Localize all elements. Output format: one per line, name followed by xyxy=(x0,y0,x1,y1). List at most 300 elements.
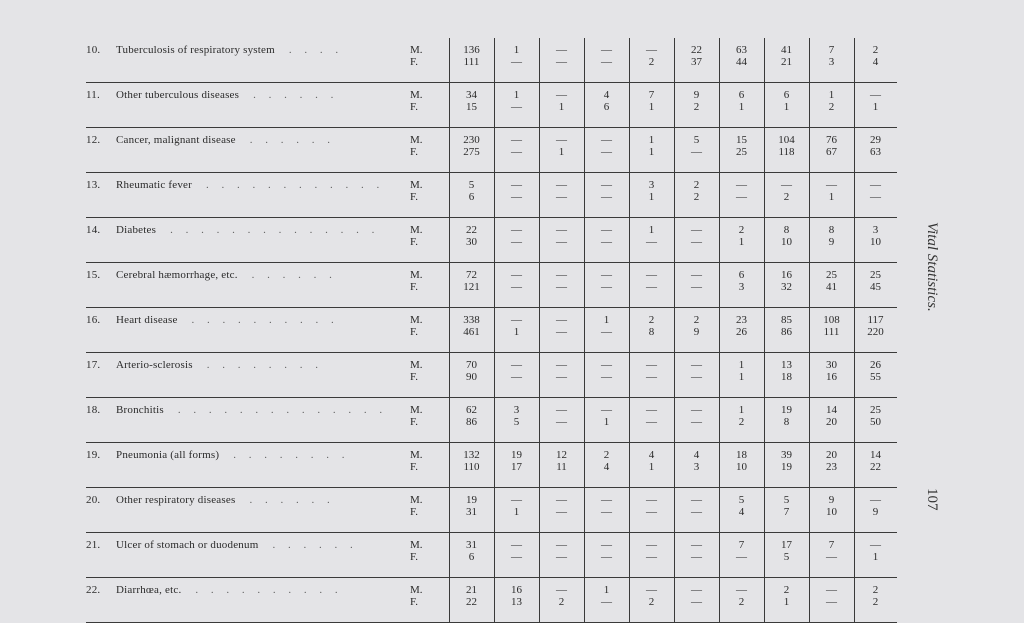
value-cell xyxy=(719,308,764,353)
female-value: — xyxy=(691,371,702,383)
female-value: 86 xyxy=(781,326,792,338)
value-cell xyxy=(674,398,719,443)
female-value: — xyxy=(601,371,612,383)
male-value: 5 xyxy=(468,179,475,191)
value-cell xyxy=(584,38,629,83)
sex-label: F. xyxy=(410,371,418,383)
male-value: 25 xyxy=(870,269,881,281)
page-number: 107 xyxy=(924,488,940,511)
table-row xyxy=(86,308,897,353)
value-cell xyxy=(584,443,629,488)
value-cell xyxy=(494,353,539,398)
male-value: 3 xyxy=(648,179,655,191)
female-value: 2 xyxy=(738,596,745,608)
cause-cell xyxy=(86,83,406,128)
male-value: — xyxy=(781,179,792,191)
value-cell xyxy=(539,263,584,308)
row-number: 12. xyxy=(86,134,101,146)
value-cell xyxy=(494,398,539,443)
female-value: 45 xyxy=(870,281,881,293)
male-value: 30 xyxy=(826,359,837,371)
female-value: 16 xyxy=(826,371,837,383)
male-value: 6 xyxy=(738,89,745,101)
value-cell xyxy=(764,173,809,218)
sex-label: M. xyxy=(410,44,423,56)
row-number: 18. xyxy=(86,404,101,416)
value-cell xyxy=(764,443,809,488)
value-cell xyxy=(854,173,897,218)
female-value: 9 xyxy=(872,506,879,518)
sex-cell xyxy=(406,218,449,263)
value-cell xyxy=(809,83,854,128)
female-value: — xyxy=(511,191,522,203)
female-value: 4 xyxy=(603,461,610,473)
male-value: — xyxy=(511,224,522,236)
male-value: 4 xyxy=(693,449,700,461)
table-row xyxy=(86,533,897,578)
female-value: — xyxy=(556,236,567,248)
male-value: — xyxy=(826,179,837,191)
male-value: 1 xyxy=(603,584,610,596)
row-number: 19. xyxy=(86,449,101,461)
female-value: 3 xyxy=(828,56,835,68)
cause-name: Bronchitis xyxy=(116,404,164,416)
male-value: — xyxy=(601,269,612,281)
sex-label: M. xyxy=(410,89,423,101)
male-value: 22 xyxy=(466,224,477,236)
male-value: — xyxy=(691,359,702,371)
male-value: 338 xyxy=(463,314,480,326)
male-value: — xyxy=(601,494,612,506)
male-value: 39 xyxy=(781,449,792,461)
female-value: 37 xyxy=(691,56,702,68)
sex-label: M. xyxy=(410,359,423,371)
female-value: 1 xyxy=(558,146,565,158)
value-cell xyxy=(584,128,629,173)
female-value: 22 xyxy=(870,461,881,473)
male-value: 3 xyxy=(872,224,879,236)
male-value: 13 xyxy=(781,359,792,371)
male-value: — xyxy=(646,359,657,371)
row-number: 15. xyxy=(86,269,101,281)
value-cell xyxy=(584,353,629,398)
female-value: 1 xyxy=(872,101,879,113)
female-value: 1 xyxy=(738,371,745,383)
value-cell xyxy=(629,443,674,488)
row-number: 17. xyxy=(86,359,101,371)
value-cell xyxy=(809,173,854,218)
female-value: 8 xyxy=(783,416,790,428)
leader-dots: . . . . . . . . xyxy=(206,359,323,371)
table-row xyxy=(86,398,897,443)
female-value: — xyxy=(646,371,657,383)
female-value: 220 xyxy=(867,326,884,338)
value-cell xyxy=(674,173,719,218)
female-value: 9 xyxy=(828,236,835,248)
male-value: 76 xyxy=(826,134,837,146)
value-cell xyxy=(449,398,494,443)
leader-dots: . . . . . . . . . . xyxy=(191,314,339,326)
sex-label: M. xyxy=(410,404,423,416)
value-cell xyxy=(764,398,809,443)
male-value: — xyxy=(646,269,657,281)
female-value: 18 xyxy=(781,371,792,383)
value-cell xyxy=(449,263,494,308)
male-value: — xyxy=(691,494,702,506)
value-cell xyxy=(449,308,494,353)
male-value: 26 xyxy=(870,359,881,371)
male-value: — xyxy=(691,269,702,281)
female-value: 1 xyxy=(558,101,565,113)
female-value: — xyxy=(511,101,522,113)
male-value: 14 xyxy=(870,449,881,461)
sex-label: M. xyxy=(410,584,423,596)
female-value: 1 xyxy=(648,146,655,158)
value-cell xyxy=(629,578,674,623)
female-value: 2 xyxy=(648,56,655,68)
male-value: 1 xyxy=(738,359,745,371)
male-value: 2 xyxy=(872,584,879,596)
table-row xyxy=(86,578,897,623)
female-value: — xyxy=(601,56,612,68)
value-cell xyxy=(629,83,674,128)
male-value: — xyxy=(601,134,612,146)
male-value: 41 xyxy=(781,44,792,56)
female-value: 1 xyxy=(783,596,790,608)
male-value: 2 xyxy=(603,449,610,461)
male-value: — xyxy=(511,359,522,371)
value-cell xyxy=(629,398,674,443)
value-cell xyxy=(809,443,854,488)
female-value: 121 xyxy=(463,281,480,293)
female-value: 10 xyxy=(781,236,792,248)
sex-cell xyxy=(406,263,449,308)
female-value: — xyxy=(601,326,612,338)
male-value: — xyxy=(556,314,567,326)
sex-label: M. xyxy=(410,314,423,326)
value-cell xyxy=(449,488,494,533)
value-cell xyxy=(539,578,584,623)
female-value: — xyxy=(511,56,522,68)
female-value: — xyxy=(646,236,657,248)
male-value: — xyxy=(691,584,702,596)
male-value: — xyxy=(646,404,657,416)
female-value: — xyxy=(826,596,837,608)
value-cell xyxy=(719,128,764,173)
female-value: 7 xyxy=(783,506,790,518)
value-cell xyxy=(539,533,584,578)
leader-dots: . . . . . . xyxy=(253,89,339,101)
value-cell xyxy=(719,578,764,623)
value-cell xyxy=(494,443,539,488)
row-number: 20. xyxy=(86,494,101,506)
value-cell xyxy=(629,173,674,218)
female-value: — xyxy=(646,281,657,293)
female-value: 10 xyxy=(736,461,747,473)
value-cell xyxy=(494,83,539,128)
male-value: — xyxy=(511,269,522,281)
male-value: 70 xyxy=(466,359,477,371)
leader-dots: . . . . . . xyxy=(249,494,335,506)
value-cell xyxy=(494,38,539,83)
male-value: 23 xyxy=(736,314,747,326)
value-cell xyxy=(584,173,629,218)
sex-label: F. xyxy=(410,281,418,293)
cause-cell xyxy=(86,398,406,443)
value-cell xyxy=(854,83,897,128)
row-number: 10. xyxy=(86,44,101,56)
female-value: 4 xyxy=(738,506,745,518)
value-cell xyxy=(539,173,584,218)
female-value: 1 xyxy=(738,101,745,113)
table-row xyxy=(86,218,897,263)
male-value: — xyxy=(556,44,567,56)
male-value: 230 xyxy=(463,134,480,146)
female-value: 20 xyxy=(826,416,837,428)
value-cell xyxy=(494,533,539,578)
male-value: 7 xyxy=(828,539,835,551)
female-value: 2 xyxy=(648,596,655,608)
female-value: 17 xyxy=(511,461,522,473)
female-value: 2 xyxy=(693,101,700,113)
male-value: 19 xyxy=(466,494,477,506)
value-cell xyxy=(539,443,584,488)
female-value: 23 xyxy=(826,461,837,473)
value-cell xyxy=(809,128,854,173)
male-value: 19 xyxy=(781,404,792,416)
value-cell xyxy=(494,218,539,263)
female-value: 10 xyxy=(870,236,881,248)
male-value: 2 xyxy=(693,314,700,326)
value-cell xyxy=(809,218,854,263)
table-row xyxy=(86,353,897,398)
value-cell xyxy=(494,263,539,308)
value-cell xyxy=(449,173,494,218)
sex-label: F. xyxy=(410,191,418,203)
value-cell xyxy=(629,308,674,353)
value-cell xyxy=(539,488,584,533)
value-cell xyxy=(449,353,494,398)
male-value: — xyxy=(556,224,567,236)
female-value: — xyxy=(601,551,612,563)
value-cell xyxy=(764,578,809,623)
male-value: 5 xyxy=(693,134,700,146)
value-cell xyxy=(449,38,494,83)
male-value: — xyxy=(736,584,747,596)
sex-cell xyxy=(406,578,449,623)
sex-label: M. xyxy=(410,179,423,191)
value-cell xyxy=(449,128,494,173)
male-value: — xyxy=(556,89,567,101)
value-cell xyxy=(674,38,719,83)
sex-label: M. xyxy=(410,449,423,461)
male-value: 4 xyxy=(603,89,610,101)
female-value: 86 xyxy=(466,416,477,428)
female-value: 4 xyxy=(872,56,879,68)
female-value: 111 xyxy=(823,326,840,338)
female-value: 2 xyxy=(738,416,745,428)
sex-cell xyxy=(406,488,449,533)
female-value: 1 xyxy=(872,551,879,563)
male-value: 12 xyxy=(556,449,567,461)
male-value: 1 xyxy=(603,314,610,326)
value-cell xyxy=(719,173,764,218)
value-cell xyxy=(539,128,584,173)
value-cell xyxy=(809,488,854,533)
leader-dots: . . . . xyxy=(288,44,344,56)
female-value: — xyxy=(601,596,612,608)
row-number: 16. xyxy=(86,314,101,326)
row-number: 11. xyxy=(86,89,100,101)
male-value: 2 xyxy=(783,584,790,596)
value-cell xyxy=(494,578,539,623)
mortality-table xyxy=(86,38,897,623)
male-value: — xyxy=(511,314,522,326)
value-cell xyxy=(764,488,809,533)
table-row xyxy=(86,128,897,173)
male-value: — xyxy=(826,584,837,596)
sex-label: M. xyxy=(410,134,423,146)
value-cell xyxy=(674,128,719,173)
male-value: 4 xyxy=(648,449,655,461)
female-value: — xyxy=(511,236,522,248)
sex-cell xyxy=(406,173,449,218)
value-cell xyxy=(764,83,809,128)
male-value: 5 xyxy=(738,494,745,506)
value-cell xyxy=(809,398,854,443)
value-cell xyxy=(764,353,809,398)
male-value: — xyxy=(601,539,612,551)
female-value: — xyxy=(691,281,702,293)
male-value: 2 xyxy=(738,224,745,236)
male-value: — xyxy=(556,269,567,281)
value-cell xyxy=(764,308,809,353)
sex-label: F. xyxy=(410,596,418,608)
sex-label: F. xyxy=(410,506,418,518)
female-value: — xyxy=(646,551,657,563)
male-value: 9 xyxy=(693,89,700,101)
value-cell xyxy=(494,173,539,218)
value-cell xyxy=(584,218,629,263)
value-cell xyxy=(674,578,719,623)
value-cell xyxy=(629,218,674,263)
table-row xyxy=(86,38,897,83)
value-cell xyxy=(719,488,764,533)
value-cell xyxy=(629,38,674,83)
value-cell xyxy=(539,38,584,83)
value-cell xyxy=(719,218,764,263)
male-value: 15 xyxy=(736,134,747,146)
male-value: 7 xyxy=(738,539,745,551)
female-value: — xyxy=(691,146,702,158)
sex-label: F. xyxy=(410,101,418,113)
sex-label: F. xyxy=(410,326,418,338)
sex-cell xyxy=(406,353,449,398)
female-value: 2 xyxy=(828,101,835,113)
cause-name: Other tuberculous diseases xyxy=(116,89,240,101)
male-value: 8 xyxy=(783,224,790,236)
male-value: 72 xyxy=(466,269,477,281)
value-cell xyxy=(719,398,764,443)
cause-cell xyxy=(86,308,406,353)
male-value: — xyxy=(511,134,522,146)
value-cell xyxy=(764,533,809,578)
value-cell xyxy=(539,308,584,353)
female-value: 2 xyxy=(872,596,879,608)
female-value: — xyxy=(511,551,522,563)
female-value: 22 xyxy=(466,596,477,608)
male-value: — xyxy=(736,179,747,191)
leader-dots: . . . . . . . . xyxy=(233,449,350,461)
running-title: Vital Statistics. xyxy=(924,222,940,312)
male-value: 1 xyxy=(648,224,655,236)
table-row xyxy=(86,173,897,218)
value-cell xyxy=(764,218,809,263)
male-value: — xyxy=(511,179,522,191)
row-number: 21. xyxy=(86,539,101,551)
value-cell xyxy=(629,128,674,173)
value-cell xyxy=(854,308,897,353)
male-value: 136 xyxy=(463,44,480,56)
value-cell xyxy=(449,83,494,128)
female-value: — xyxy=(601,281,612,293)
male-value: — xyxy=(556,179,567,191)
male-value: — xyxy=(870,89,881,101)
female-value: — xyxy=(511,371,522,383)
female-value: — xyxy=(601,236,612,248)
female-value: 90 xyxy=(466,371,477,383)
cause-name: Cerebral hæmorrhage, etc. xyxy=(116,269,238,281)
leader-dots: . . . . . . xyxy=(249,134,335,146)
female-value: — xyxy=(646,506,657,518)
female-value: 2 xyxy=(783,191,790,203)
female-value: — xyxy=(691,236,702,248)
female-value: 32 xyxy=(781,281,792,293)
value-cell xyxy=(854,353,897,398)
table-row xyxy=(86,263,897,308)
female-value: — xyxy=(511,281,522,293)
female-value: 6 xyxy=(603,101,610,113)
female-value: 110 xyxy=(463,461,480,473)
female-value: 3 xyxy=(738,281,745,293)
sex-cell xyxy=(406,308,449,353)
value-cell xyxy=(719,353,764,398)
male-value: — xyxy=(601,224,612,236)
male-value: 108 xyxy=(823,314,840,326)
sex-cell xyxy=(406,128,449,173)
value-cell xyxy=(719,533,764,578)
value-cell xyxy=(674,443,719,488)
value-cell xyxy=(854,128,897,173)
female-value: 25 xyxy=(736,146,747,158)
male-value: — xyxy=(646,44,657,56)
value-cell xyxy=(809,263,854,308)
male-value: 31 xyxy=(466,539,477,551)
cause-name: Rheumatic fever xyxy=(116,179,192,191)
female-value: — xyxy=(736,551,747,563)
value-cell xyxy=(629,263,674,308)
male-value: 9 xyxy=(828,494,835,506)
male-value: 19 xyxy=(511,449,522,461)
female-value: 26 xyxy=(736,326,747,338)
row-number: 22. xyxy=(86,584,101,596)
female-value: 1 xyxy=(648,191,655,203)
value-cell xyxy=(539,83,584,128)
sex-label: M. xyxy=(410,494,423,506)
male-value: 25 xyxy=(870,404,881,416)
male-value: — xyxy=(601,44,612,56)
value-cell xyxy=(854,263,897,308)
